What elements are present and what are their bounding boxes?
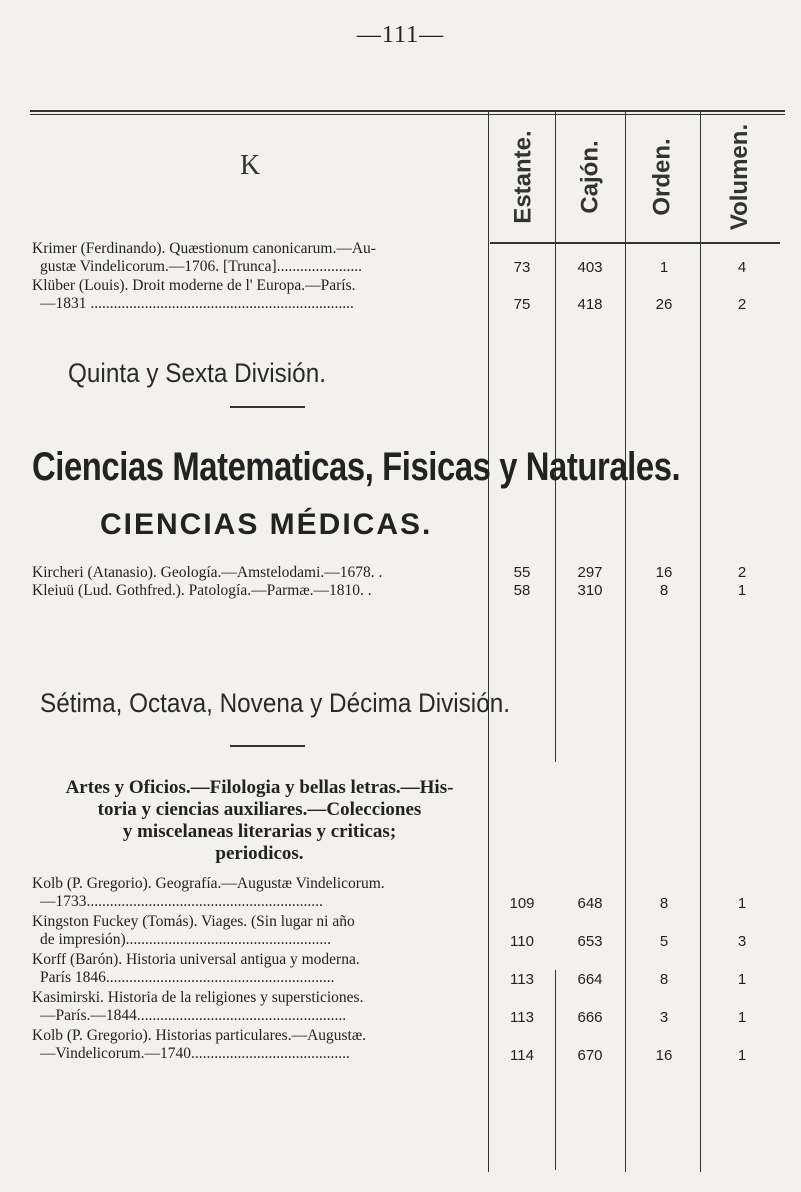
column-divider bbox=[555, 112, 556, 762]
entry-line: —París.—1844...................................................... bbox=[40, 1007, 347, 1024]
orden-value: 26 bbox=[655, 296, 673, 313]
orden-value: 1 bbox=[659, 259, 669, 276]
volumen-value: 1 bbox=[737, 582, 747, 599]
cajon-value: 648 bbox=[577, 895, 603, 912]
section-heading: Ciencias Matematicas, Fisicas y Naturales. bbox=[32, 445, 681, 489]
entry-line: París 1846........................................................... bbox=[40, 969, 335, 986]
estante-value: 75 bbox=[513, 296, 531, 313]
orden-value: 16 bbox=[655, 1047, 673, 1064]
orden-value: 5 bbox=[659, 933, 669, 950]
subsection-heading: CIENCIAS MÉDICAS. bbox=[100, 508, 433, 541]
entry-line: gustæ Vindelicorum.—1706. [Trunca]...................... bbox=[40, 258, 362, 275]
division-heading: Quinta y Sexta División. bbox=[68, 358, 326, 388]
artes-heading-line: Artes y Oficios.—Filologia y bellas letras.—His- bbox=[65, 777, 454, 798]
column-header-label: Estante. bbox=[510, 130, 537, 224]
entry-line: Kingston Fuckey (Tomás). Viages. (Sin lugar ni año bbox=[32, 913, 355, 930]
column-header-cajon bbox=[561, 112, 621, 242]
catalog-entry bbox=[32, 240, 487, 276]
artes-heading bbox=[32, 777, 487, 865]
column-header-label: Volumen. bbox=[726, 123, 754, 231]
header-underline bbox=[490, 242, 780, 244]
entry-line: Kasimirski. Historia de la religiones y supersticiones. bbox=[32, 989, 364, 1006]
orden-value: 8 bbox=[659, 895, 669, 912]
cajon-value: 310 bbox=[577, 582, 603, 599]
entry-line: de impresión)..................................................... bbox=[40, 931, 332, 948]
volumen-value: 3 bbox=[737, 933, 747, 950]
orden-value: 16 bbox=[655, 564, 673, 581]
column-header-label: Cajón. bbox=[577, 140, 604, 214]
column-header-orden bbox=[633, 112, 693, 242]
catalog-entry: Kircheri (Atanasio). Geología.—Amstelodami.—1678. . bbox=[32, 564, 383, 581]
column-divider bbox=[700, 112, 701, 1172]
division-heading: Sétima, Octava, Novena y Décima División. bbox=[40, 688, 510, 718]
catalog-entry bbox=[32, 277, 487, 313]
cajon-value: 664 bbox=[577, 971, 603, 988]
cajon-value: 297 bbox=[577, 564, 603, 581]
estante-value: 55 bbox=[513, 564, 531, 581]
catalog-entry bbox=[32, 989, 487, 1025]
catalog-entry bbox=[32, 913, 487, 949]
volumen-value: 2 bbox=[737, 296, 747, 313]
column-divider bbox=[488, 112, 489, 1172]
cajon-value: 418 bbox=[577, 296, 603, 313]
orden-value: 8 bbox=[659, 971, 669, 988]
artes-heading-line: toria y ciencias auxiliares.—Colecciones bbox=[97, 799, 422, 820]
column-header-volumen bbox=[710, 112, 770, 242]
catalog-entry bbox=[32, 1027, 487, 1063]
cajon-value: 653 bbox=[577, 933, 603, 950]
entry-line: Kolb (P. Gregorio). Historias particulares.—Augustæ. bbox=[32, 1027, 367, 1044]
estante-value: 58 bbox=[513, 582, 531, 599]
catalog-entry: Kleiuü (Lud. Gothfred.). Patología.—Parmæ.—1810. . bbox=[32, 582, 372, 599]
entry-line: —1831 .................................................................... bbox=[40, 295, 354, 312]
volumen-value: 4 bbox=[737, 259, 747, 276]
catalog-entry bbox=[32, 875, 487, 911]
entry-line: Klüber (Louis). Droit moderne de l' Europa.—París. bbox=[32, 277, 356, 294]
artes-heading-line: periodicos. bbox=[215, 843, 304, 864]
catalog-entry bbox=[32, 951, 487, 987]
entry-line: —1733............................................................. bbox=[40, 893, 323, 910]
page-number: —111— bbox=[356, 22, 445, 48]
column-divider bbox=[555, 970, 556, 1170]
entry-line: Kolb (P. Gregorio). Geografía.—Augustæ Vindelicorum. bbox=[32, 875, 385, 892]
volumen-value: 2 bbox=[737, 564, 747, 581]
cajon-value: 403 bbox=[577, 259, 603, 276]
cajon-value: 666 bbox=[577, 1009, 603, 1026]
volumen-value: 1 bbox=[737, 1047, 747, 1064]
cajon-value: 670 bbox=[577, 1047, 603, 1064]
division-rule bbox=[230, 745, 305, 747]
column-header-label: Orden. bbox=[649, 138, 676, 216]
column-header-estante bbox=[494, 112, 554, 242]
entry-line: Krimer (Ferdinando). Quæstionum canonicarum.—Au- bbox=[32, 240, 376, 257]
estante-value: 113 bbox=[510, 1009, 534, 1026]
estante-value: 109 bbox=[509, 895, 535, 912]
estante-value: 73 bbox=[513, 259, 531, 276]
estante-value: 114 bbox=[510, 1047, 534, 1064]
volumen-value: 1 bbox=[737, 895, 747, 912]
volumen-value: 1 bbox=[737, 971, 747, 988]
volumen-value: 1 bbox=[737, 1009, 747, 1026]
entry-line: —Vindelicorum.—1740......................................... bbox=[40, 1045, 350, 1062]
division-rule bbox=[230, 406, 305, 408]
section-letter: K bbox=[240, 150, 261, 181]
estante-value: 110 bbox=[510, 933, 534, 950]
orden-value: 8 bbox=[659, 582, 669, 599]
estante-value: 113 bbox=[510, 971, 534, 988]
column-divider bbox=[625, 112, 626, 1172]
artes-heading-line: y miscelaneas literarias y criticas; bbox=[122, 821, 397, 842]
orden-value: 3 bbox=[659, 1009, 669, 1026]
entry-line: Korff (Barón). Historia universal antigua y moderna. bbox=[32, 951, 360, 968]
